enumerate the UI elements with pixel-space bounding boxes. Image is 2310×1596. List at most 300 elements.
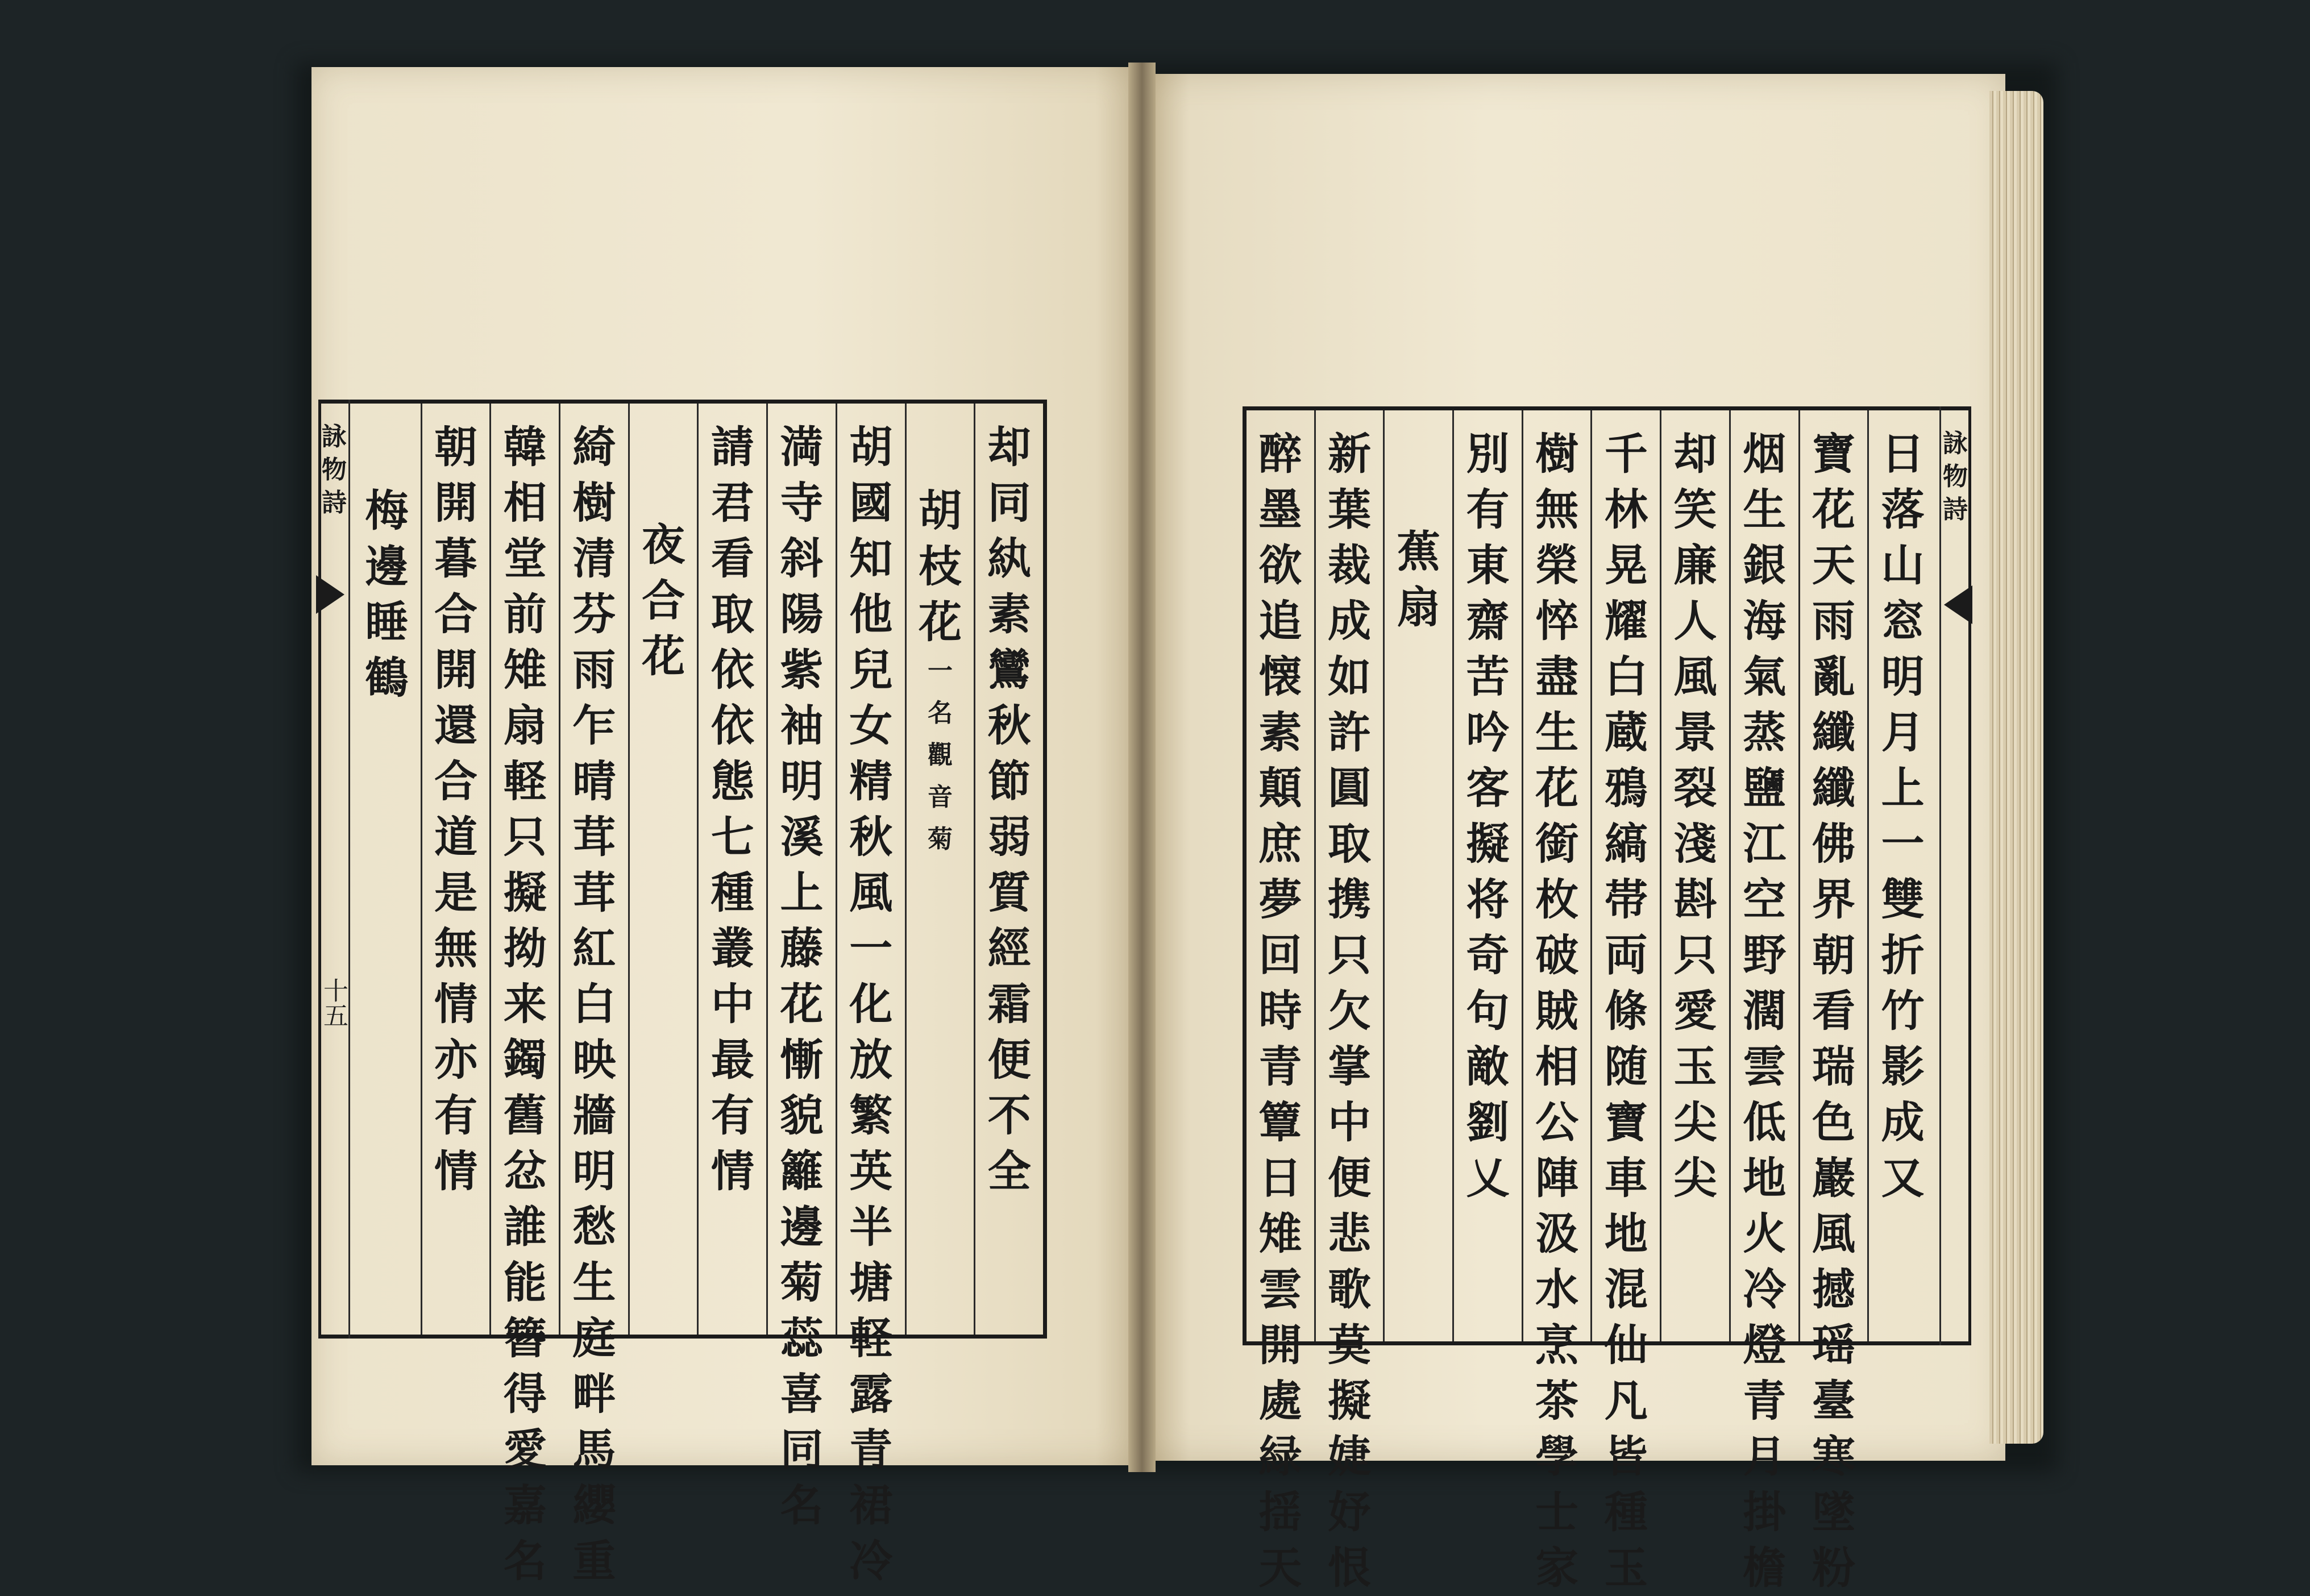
glyph: 枝 [918,541,962,592]
glyph: 縞 [1604,818,1648,869]
glyph: 同 [780,1424,824,1475]
glyph: 拗 [503,923,547,974]
glyph: 學 [1535,1431,1579,1482]
glyph: 巖 [1812,1153,1855,1203]
glyph: 野 [1743,930,1786,980]
glyph: 露 [849,1369,893,1419]
glyph: 来 [503,979,547,1029]
glyph: 時 [1258,986,1302,1036]
glyph: 雉 [1258,1208,1302,1259]
glyph: 茶 [1535,1375,1579,1426]
glyph: 中 [1328,1097,1372,1148]
glyph: 愁 [572,1202,616,1252]
glyph: 齋 [1466,596,1510,646]
glyph: 看 [711,533,754,584]
glyph: 劉 [1466,1097,1510,1148]
text-column [1867,410,1937,1341]
text-column [1383,410,1452,1341]
glyph: 氣 [1743,651,1786,702]
glyph: 檐 [1743,1543,1786,1593]
text-column [489,404,559,1586]
glyph: 雨 [572,645,616,695]
glyph: 乍 [572,700,616,751]
glyph: 情 [711,1146,754,1196]
text-column [766,404,836,1531]
glyph: 墜 [1812,1487,1855,1537]
glyph: 暮 [434,533,478,584]
right-header-label: 詠 物 詩 [1943,429,1968,524]
glyph: 君 [711,477,754,528]
glyph: 素 [1258,707,1302,758]
left-folio: 十五 [319,978,348,1028]
left-text-columns [353,404,1043,1586]
glyph: 重 [572,1536,616,1586]
glyph: 冷 [1743,1264,1786,1315]
glyph: 亦 [434,1034,478,1085]
glyph: 海 [1743,596,1786,646]
left-fish-tail-mark [316,575,344,614]
glyph: 嘉 [503,1480,547,1531]
glyph: 依 [711,700,754,751]
glyph: 他 [849,589,893,639]
glyph: 庭 [572,1313,616,1364]
glyph: 溪 [780,812,824,862]
glyph: 破 [1535,930,1579,980]
glyph: 帯 [1604,874,1648,925]
glyph: 風 [1812,1208,1855,1259]
glyph: 花 [1812,484,1855,535]
glyph: 只 [1673,930,1717,980]
glyph: 妤 [1328,1487,1372,1537]
glyph: 邊 [780,1202,824,1252]
glyph: 叢 [711,923,754,974]
glyph: 烟 [1743,429,1786,479]
glyph: 同 [987,477,1031,528]
glyph: 擬 [1328,1375,1372,1426]
glyph: 道 [434,812,478,862]
glyph: 擬 [503,867,547,918]
glyph: 纖 [1812,707,1855,758]
glyph: 繁 [849,1090,893,1141]
glyph: 色 [1812,1097,1855,1148]
glyph: 一 [1881,818,1925,869]
glyph: 纖 [1812,763,1855,813]
glyph: 満 [780,422,824,472]
left-margin-column [318,400,350,1339]
glyph: 界 [1812,874,1855,925]
glyph: 玉 [1673,1041,1717,1092]
glyph: 淺 [1673,818,1717,869]
right-margin-column [1939,406,1971,1345]
glyph: 佛 [1812,818,1855,869]
text-column [1729,410,1798,1593]
glyph: 質 [987,867,1031,918]
glyph: 女 [849,700,893,751]
glyph: 塘 [849,1257,893,1308]
glyph: 混 [1604,1264,1648,1315]
glyph: 最 [711,1034,754,1085]
glyph: 瑶 [1812,1320,1855,1370]
glyph: 合 [642,575,685,626]
glyph: 雲 [1258,1264,1302,1315]
glyph: 紅 [572,923,616,974]
glyph: 合 [434,756,478,807]
glyph: 擬 [1466,818,1510,869]
glyph: 追 [1258,596,1302,646]
glyph: 雉 [503,645,547,695]
glyph: 相 [1535,1041,1579,1092]
glyph: 喜 [780,1369,824,1419]
glyph: 只 [1328,930,1372,980]
glyph: 是 [434,867,478,918]
glyph: 瑞 [1812,1041,1855,1092]
glyph: 弱 [987,812,1031,862]
glyph: 明 [572,1146,616,1196]
glyph: 粉 [1812,1543,1855,1593]
glyph: 明 [780,756,824,807]
glyph: 條 [1604,986,1648,1036]
text-column [628,404,697,1335]
glyph: 開 [434,477,478,528]
glyph: 火 [1743,1208,1786,1259]
glyph: 江 [1743,818,1786,869]
glyph: 賊 [1535,986,1579,1036]
glyph: 愛 [503,1424,547,1475]
glyph: 生 [1535,707,1579,758]
glyph: 花 [780,979,824,1029]
text-column [905,404,974,1335]
glyph: 家 [1535,1543,1579,1593]
glyph: 藤 [780,923,824,974]
glyph: 夜 [642,519,685,570]
glyph: 籬 [780,1146,824,1196]
glyph: 清 [572,533,616,584]
glyph: 山 [1881,540,1925,591]
glyph: 墨 [1258,484,1302,535]
glyph: 誰 [503,1202,547,1252]
glyph: 雲 [1743,1041,1786,1092]
glyph: 寺 [780,477,824,528]
glyph: 月 [1743,1431,1786,1482]
glyph: 相 [503,477,547,528]
glyph: 車 [1604,1153,1648,1203]
glyph: 簟 [1258,1097,1302,1148]
glyph: 枚 [1535,874,1579,925]
glyph: 經 [987,923,1031,974]
left-header-label: 詠 物 詩 [322,422,347,517]
glyph: 茸 [572,867,616,918]
glyph: 醉 [1258,429,1302,479]
glyph: 落 [1881,484,1925,535]
glyph: 只 [503,812,547,862]
glyph: 盡 [1535,651,1579,702]
glyph: 蒸 [1743,707,1786,758]
glyph: 胡 [849,422,893,472]
glyph: 公 [1535,1097,1579,1148]
glyph: 悴 [1535,596,1579,646]
glyph: 取 [1328,818,1372,869]
glyph: 天 [1258,1543,1302,1593]
glyph: 鹽 [1743,763,1786,813]
glyph: 能 [503,1257,547,1308]
glyph: 銀 [1743,540,1786,591]
glyph: 顛 [1258,763,1302,813]
glyph: 青 [849,1424,893,1475]
glyph: 韓 [503,422,547,472]
glyph: 上 [1881,763,1925,813]
glyph: 花 [642,631,685,681]
glyph: 全 [987,1146,1031,1196]
glyph: 種 [711,867,754,918]
glyph: 白 [572,979,616,1029]
glyph: 婕 [1328,1431,1372,1482]
glyph: 菊 [927,825,953,854]
glyph: 携 [1328,874,1372,925]
glyph: 揺 [1258,1487,1302,1537]
glyph: 纓 [572,1480,616,1531]
glyph: 芬 [572,589,616,639]
text-column [836,404,905,1586]
glyph: 銜 [1535,818,1579,869]
glyph: 花 [918,597,962,647]
glyph: 白 [1604,651,1648,702]
glyph: 欲 [1258,540,1302,591]
glyph: 悲 [1328,1208,1372,1259]
glyph: 成 [1328,596,1372,646]
glyph: 冷 [849,1536,893,1586]
glyph: 鐲 [503,1034,547,1085]
glyph: 夢 [1258,874,1302,925]
page-edges [1989,91,2043,1444]
text-column [559,404,628,1586]
glyph: 林 [1604,484,1648,535]
glyph: 東 [1466,540,1510,591]
glyph: 簪 [503,1313,547,1364]
glyph: 茸 [572,812,616,862]
glyph: 将 [1466,874,1510,925]
glyph: 前 [503,589,547,639]
glyph: 睡 [365,597,409,647]
glyph: 空 [1743,874,1786,925]
glyph: 節 [987,756,1031,807]
right-text-columns [1247,410,1937,1593]
glyph: 窓 [1881,596,1925,646]
glyph: 撼 [1812,1264,1855,1315]
glyph: 人 [1673,596,1717,646]
glyph: 榮 [1535,540,1579,591]
glyph: 朝 [434,422,478,472]
glyph: 緑 [1258,1431,1302,1482]
glyph: 晃 [1604,540,1648,591]
glyph: 朝 [1812,930,1855,980]
glyph: 七 [711,812,754,862]
glyph: 有 [711,1090,754,1141]
glyph: 開 [1258,1320,1302,1370]
glyph: 軽 [849,1313,893,1364]
glyph: 圓 [1328,763,1372,813]
glyph: 蕊 [780,1313,824,1364]
glyph: 花 [1535,763,1579,813]
glyph: 軽 [503,756,547,807]
glyph: 裁 [1328,540,1372,591]
book-gutter [1128,63,1156,1472]
glyph: 依 [711,645,754,695]
glyph: 仙 [1604,1320,1648,1370]
glyph: 葉 [1328,484,1372,535]
text-column [421,404,490,1335]
glyph: 胡 [918,485,962,536]
glyph: 一 [849,923,893,974]
glyph: 名 [780,1480,824,1531]
left-text-frame [318,400,1047,1586]
glyph: 低 [1743,1097,1786,1148]
glyph: 臺 [1812,1375,1855,1426]
glyph: 國 [849,477,893,528]
glyph: 斟 [1673,874,1717,925]
glyph: 生 [572,1257,616,1308]
glyph: 情 [434,979,478,1029]
glyph: 雨 [1812,596,1855,646]
glyph: 許 [1328,707,1372,758]
glyph: 半 [849,1202,893,1252]
glyph: 汲 [1535,1208,1579,1259]
glyph: 還 [434,700,478,751]
glyph: 音 [927,783,953,812]
glyph: 歌 [1328,1264,1372,1315]
glyph: 庶 [1258,818,1302,869]
glyph: 両 [1604,930,1648,980]
glyph: 觀 [927,741,953,770]
glyph: 千 [1604,429,1648,479]
glyph: 青 [1743,1375,1786,1426]
glyph: 水 [1535,1264,1579,1315]
glyph: 士 [1535,1487,1579,1537]
glyph: 如 [1328,651,1372,702]
text-column [353,404,421,1335]
text-column [1798,410,1868,1593]
glyph: 愛 [1673,986,1717,1036]
glyph: 一 [927,656,953,685]
glyph: 耀 [1604,596,1648,646]
glyph: 客 [1466,763,1510,813]
glyph: 天 [1812,540,1855,591]
glyph: 精 [849,756,893,807]
glyph: 尖 [1673,1097,1717,1148]
glyph: 舊 [503,1090,547,1141]
glyph: 却 [1673,429,1717,479]
glyph: 尖 [1673,1153,1717,1203]
glyph: 紫 [780,645,824,695]
glyph: 欠 [1328,986,1372,1036]
glyph: 又 [1881,1153,1925,1203]
text-column [697,404,766,1335]
glyph: 地 [1604,1208,1648,1259]
glyph: 日 [1258,1153,1302,1203]
glyph: 地 [1743,1153,1786,1203]
right-fish-tail-mark [1944,585,1972,624]
right-text-frame [1243,406,1971,1593]
glyph: 綺 [572,422,616,472]
glyph: 開 [434,645,478,695]
glyph: 燈 [1743,1320,1786,1370]
glyph: 奇 [1466,930,1510,980]
glyph: 有 [434,1090,478,1141]
glyph: 處 [1258,1375,1302,1426]
glyph: 樹 [572,477,616,528]
glyph: 裙 [849,1480,893,1531]
glyph: 牆 [572,1090,616,1141]
glyph: 寒 [1812,1431,1855,1482]
text-column [1660,410,1729,1341]
glyph: 秋 [849,812,893,862]
glyph: 霜 [987,979,1031,1029]
glyph: 掌 [1328,1041,1372,1092]
glyph: 放 [849,1034,893,1085]
glyph: 名 [503,1536,547,1586]
glyph: 生 [1743,484,1786,535]
glyph: 鶴 [365,652,409,703]
glyph: 青 [1258,1041,1302,1092]
glyph: 玉 [1604,1543,1648,1593]
glyph: 忿 [503,1146,547,1196]
glyph: 扇 [503,700,547,751]
glyph: 回 [1258,930,1302,980]
glyph: 中 [711,979,754,1029]
glyph: 兒 [849,645,893,695]
glyph: 無 [1535,484,1579,535]
glyph: 堂 [503,533,547,584]
glyph: 恨 [1328,1543,1372,1593]
glyph: 鸞 [987,645,1031,695]
glyph: 懐 [1258,651,1302,702]
glyph: 合 [434,589,478,639]
glyph: 別 [1466,429,1510,479]
text-column [1314,410,1383,1593]
glyph: 馬 [572,1424,616,1475]
glyph: 明 [1881,651,1925,702]
glyph: 袖 [780,700,824,751]
glyph: 晴 [572,756,616,807]
glyph: 濶 [1743,986,1786,1036]
glyph: 蕉 [1397,526,1440,577]
glyph: 畔 [572,1369,616,1419]
glyph: 折 [1881,930,1925,980]
glyph: 日 [1881,429,1925,479]
glyph: 名 [927,699,953,728]
glyph: 新 [1328,429,1372,479]
glyph: 莫 [1328,1320,1372,1370]
glyph: 英 [849,1146,893,1196]
glyph: 便 [1328,1153,1372,1203]
glyph: 皆 [1604,1431,1648,1482]
glyph: 態 [711,756,754,807]
glyph: 扇 [1397,582,1440,633]
glyph: 亂 [1812,651,1855,702]
glyph: 月 [1881,707,1925,758]
glyph: 風 [849,867,893,918]
glyph: 樹 [1535,429,1579,479]
glyph: 素 [987,589,1031,639]
glyph: 斜 [780,533,824,584]
glyph: 寶 [1812,429,1855,479]
glyph: 乂 [1466,1153,1510,1203]
glyph: 掛 [1743,1487,1786,1537]
glyph: 廉 [1673,540,1717,591]
glyph: 随 [1604,1041,1648,1092]
glyph: 笑 [1673,484,1717,535]
glyph: 景 [1673,707,1717,758]
glyph: 雙 [1881,874,1925,925]
